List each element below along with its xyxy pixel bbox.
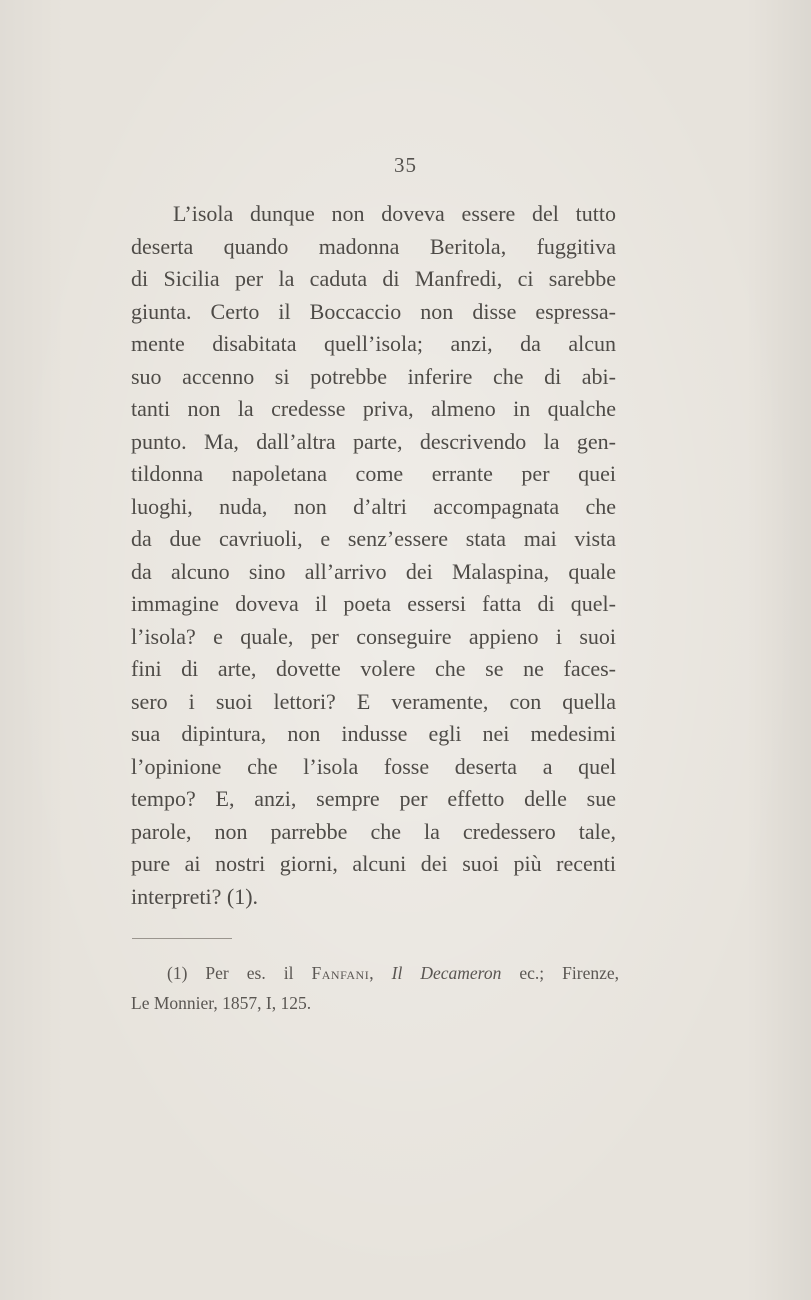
text-line: tempo? E, anzi, sempre per effetto delle sue: [131, 786, 616, 811]
text-line: suo accenno si potrebbe inferire che di abi-: [131, 363, 616, 389]
body-paragraph: [131, 198, 616, 913]
text-line: pure ai nostri giorni, alcuni dei suoi più recenti: [131, 851, 616, 876]
page-number: 35: [394, 153, 417, 177]
text-line: punto. Ma, dall’altra parte, descrivendo la gen-: [131, 428, 616, 454]
text-line: L’isola dunque non doveva essere del tutto: [173, 201, 616, 226]
footnote-marker: (1) Per es. il: [167, 963, 294, 983]
text-line: fini di arte, dovette volere che se ne faces-: [131, 656, 616, 681]
text-line: immagine doveva il poeta essersi fatta di quel-: [131, 591, 616, 616]
text-line: da alcuno sino all’arrivo dei Malaspina, quale: [131, 558, 616, 584]
text-line: mente disabitata quell’isola; anzi, da alcun: [131, 331, 616, 356]
text-line: interpreti? (1).: [131, 883, 259, 909]
text-line: sua dipintura, non indusse egli nei medesimi: [131, 721, 616, 746]
footnote-line: Le Monnier, 1857, I, 125.: [131, 993, 312, 1013]
text-line: di Sicilia per la caduta di Manfredi, ci sarebbe: [131, 266, 616, 291]
text-line: sero i suoi lettori? E veramente, con quella: [131, 688, 616, 714]
footnote: [131, 958, 619, 1018]
footnote-separator: ,: [369, 963, 374, 983]
footnote-divider: [132, 938, 232, 939]
footnote-author: Fanfani: [311, 963, 370, 983]
text-line: parole, non parrebbe che la credessero tale,: [131, 818, 616, 844]
text-line: tanti non la credesse priva, almeno in qualche: [131, 396, 616, 421]
footnote-rest: ec.; Firenze,: [519, 963, 620, 983]
text-line: l’isola? e quale, per conseguire appieno i suoi: [131, 623, 616, 649]
footnote-line: [131, 958, 619, 988]
text-line: giunta. Certo il Boccaccio non disse espressa-: [131, 298, 616, 324]
text-line: l’opinione che l’isola fosse deserta a quel: [131, 753, 616, 779]
text-line: luoghi, nuda, non d’altri accompagnata che: [131, 493, 616, 519]
text-line: deserta quando madonna Beritola, fuggitiva: [131, 233, 616, 259]
text-line: tildonna napoletana come errante per quei: [131, 461, 616, 486]
text-line: da due cavriuoli, e senz’essere stata mai vista: [131, 526, 616, 551]
footnote-title: Il Decameron: [391, 963, 502, 983]
